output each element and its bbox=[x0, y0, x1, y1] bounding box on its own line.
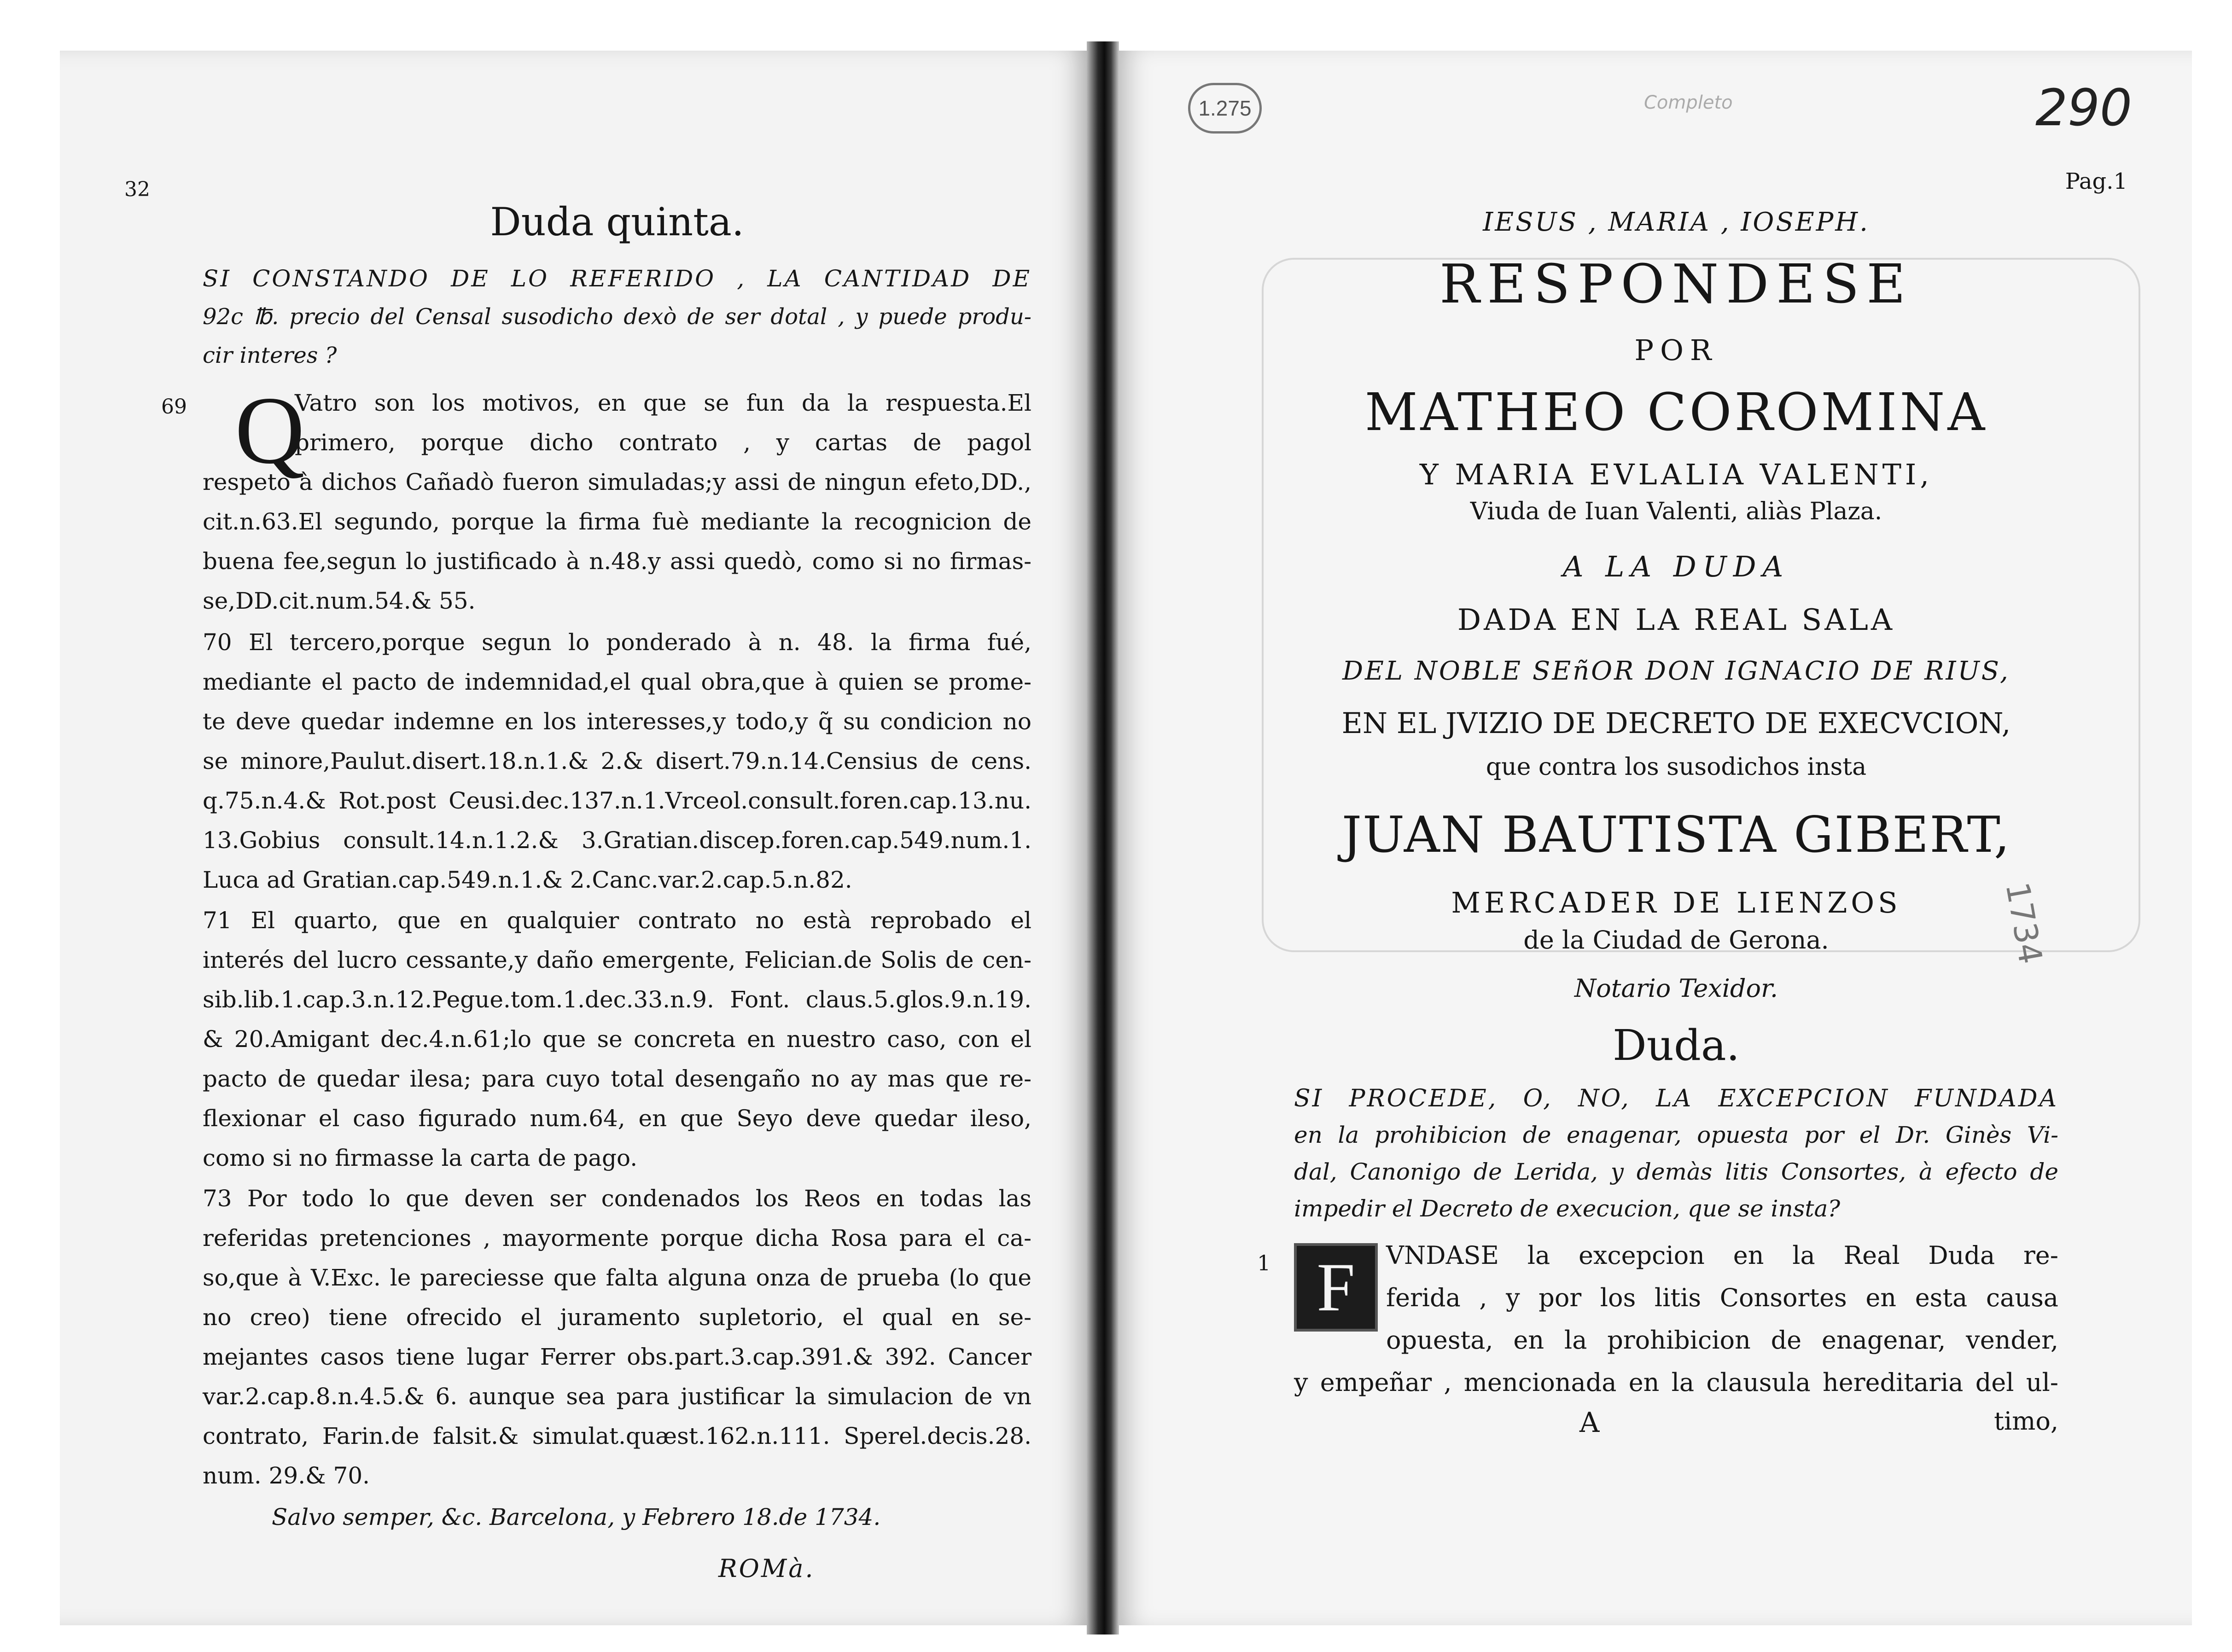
paragraph-71 bbox=[203, 909, 1031, 1186]
book-gutter bbox=[1087, 41, 1119, 1635]
paragraph-number: 1 bbox=[1257, 1251, 1271, 1275]
margin-year-note: 1734 bbox=[1998, 879, 2050, 967]
a-la-duda-text: A LA DUDA bbox=[1562, 550, 1790, 583]
question-line: SI CONSTANDO DE LO REFERIDO , LA CANTIDAD DE bbox=[203, 265, 1031, 292]
paragraph-70 bbox=[203, 631, 1031, 908]
archive-stamp-number: 1.275 bbox=[1198, 96, 1252, 120]
text-line: q.75.n.4.& Rot.post Ceusi.dec.137.n.1.Vrceol.consult.foren.cap.13.nu. bbox=[203, 787, 1031, 814]
plaintiff-role-text: MERCADER DE LIENZOS bbox=[1451, 886, 1901, 919]
question-line: impedir el Decreto de execucion, que se insta? bbox=[1294, 1195, 1841, 1222]
text-line: VNDASE la excepcion en la Real Duda re- bbox=[1386, 1241, 2058, 1270]
page-label-text: Pag.1 bbox=[2065, 169, 2127, 194]
closing-block bbox=[203, 1506, 1031, 1529]
pencil-note: Completo bbox=[1644, 92, 1733, 113]
city-text: de la Ciudad de Gerona. bbox=[1523, 925, 1829, 954]
question-line: SI PROCEDE, O, NO, LA EXCEPCION FUNDADA bbox=[1294, 1085, 2058, 1112]
text-line: se minore,Paulut.disert.18.n.1.& 2.& disert.79.n.14.Censius de cens. bbox=[203, 748, 1031, 774]
page-label bbox=[1294, 169, 2127, 194]
juizio-text: EN EL JVIZIO DE DECRETO DE EXECVCION, bbox=[1341, 706, 2011, 740]
text-line: 73 Por todo lo que deven ser condenados los Reos en todas las bbox=[203, 1185, 1031, 1212]
text-line: buena fee,segun lo justificado à n.48.y assi quedò, como si no firmas- bbox=[203, 548, 1031, 575]
text-line: te deve quedar indemne en los interesses,y todo,y q̃ su condicion no bbox=[203, 708, 1031, 735]
ornamental-drop-cap-f bbox=[1294, 1243, 1378, 1332]
party-coromina: MATHEO COROMINA bbox=[1364, 383, 1988, 442]
text-line: mejantes casos tiene lugar Ferrer obs.part.3.cap.391.& 392. Cancer bbox=[203, 1344, 1031, 1370]
text-line: cit.n.63.El segundo, porque la firma fuè mediante la recognicion de bbox=[203, 508, 1031, 535]
question-line: en la prohibicion de enagenar, opuesta por el Dr. Ginès Vi- bbox=[1294, 1122, 2058, 1148]
page-number-text: 32 bbox=[124, 178, 150, 201]
catchword: timo, bbox=[1994, 1407, 2058, 1436]
text-line: flexionar el caso figurado num.64, en que Seyo deve quedar ileso, bbox=[203, 1105, 1031, 1132]
question-line: 92c ℔. precio del Censal susodicho dexò de ser dotal , y puede produ- bbox=[203, 304, 1031, 330]
noble-text: DEL NOBLE SEñOR DON IGNACIO DE RIUS, bbox=[1342, 656, 2010, 686]
party-valenti: Y MARIA EVLALIA VALENTI, bbox=[1419, 458, 1933, 491]
text-line: referidas pretenciones , mayormente porque dicha Rosa para el ca- bbox=[203, 1225, 1031, 1251]
text-line: num. 29.& 70. bbox=[203, 1462, 370, 1489]
plaintiff-gibert: JUAN BAUTISTA GIBERT, bbox=[1341, 806, 2011, 864]
text-line: opuesta, en la prohibicion de enagenar, vender, bbox=[1386, 1326, 2058, 1355]
paragraph-73 bbox=[203, 1187, 1031, 1504]
paragraph-1 bbox=[1257, 1241, 2058, 1418]
text-line: sib.lib.1.cap.3.n.12.Pegue.tom.1.dec.33.n.9. Font. claus.5.glos.9.n.19. bbox=[203, 986, 1031, 1013]
question-block bbox=[203, 267, 1031, 383]
dada-text: DADA EN LA REAL SALA bbox=[1457, 603, 1895, 637]
question-line: dal, Canonigo de Lerida, y demàs litis Consortes, à efecto de bbox=[1294, 1158, 2058, 1185]
text-line: 71 El quarto, que en qualquier contrato no està reprobado el bbox=[203, 907, 1031, 934]
text-line: 13.Gobius consult.14.n.1.2.& 3.Gratian.discep.foren.cap.549.num.1. bbox=[203, 827, 1031, 854]
paragraph-number: 69 bbox=[161, 395, 187, 419]
text-line: 70 El tercero,porque segun lo ponderado à n. 48. la firma fué, bbox=[203, 629, 1031, 656]
title-respondese: RESPONDESE bbox=[1439, 253, 1913, 315]
party-valenti-desc: Viuda de Iuan Valenti, aliàs Plaza. bbox=[1470, 498, 1882, 525]
text-line: interés del lucro cessante,y daño emergente, Felician.de Solis de cen- bbox=[203, 947, 1031, 973]
por-text: POR bbox=[1634, 333, 1718, 367]
signature-mark: A bbox=[1579, 1407, 1600, 1439]
duda-question bbox=[1294, 1087, 2058, 1234]
text-line: Luca ad Gratian.cap.549.n.1.& 2.Canc.var.2.cap.5.n.82. bbox=[203, 867, 852, 893]
heading-duda-quinta: Duda quinta. bbox=[490, 199, 744, 244]
signature-block bbox=[203, 1556, 1031, 1581]
left-page bbox=[60, 51, 1087, 1625]
text-line: contrato, Farin.de falsit.& simulat.quæst.162.n.111. Sperel.decis.28. bbox=[203, 1423, 1031, 1449]
duda-heading bbox=[1294, 1021, 2058, 1070]
notary-line bbox=[1294, 976, 2058, 1001]
paragraph-69 bbox=[161, 377, 1031, 631]
text-line: primero, porque dicho contrato , y cartas de pagol bbox=[295, 429, 1031, 456]
text-line: y empeñar , mencionada en la clausula hereditaria del ul- bbox=[1294, 1368, 2058, 1397]
closing-date-line: Salvo semper, &c. Barcelona, y Febrero 18.de 1734. bbox=[272, 1504, 881, 1530]
section-heading bbox=[203, 199, 1031, 244]
folio-number: 290 bbox=[2035, 78, 2132, 137]
signature-roma: ROMà. bbox=[718, 1554, 815, 1583]
text-line: Vatro son los motivos, en que se fun da la respuesta.El bbox=[295, 390, 1031, 416]
text-line: ferida , y por los litis Consortes en esta causa bbox=[1386, 1283, 2058, 1312]
question-line: cir interes ? bbox=[203, 343, 337, 368]
insta-text: que contra los susodichos insta bbox=[1486, 753, 1867, 781]
text-line: como si no firmasse la carta de pago. bbox=[203, 1145, 638, 1171]
text-line: mediante el pacto de indemnidad,el qual obra,que à quien se prome- bbox=[203, 669, 1031, 695]
text-line: no creo) tiene ofrecido el juramento supletorio, el qual en se- bbox=[203, 1304, 1031, 1331]
page-number bbox=[124, 178, 1031, 201]
drop-cap-letter: F bbox=[1317, 1249, 1355, 1326]
notary-text: Notario Texidor. bbox=[1574, 974, 1778, 1003]
text-line: so,que à V.Exc. le pareciesse que falta alguna onza de prueba (lo que bbox=[203, 1264, 1031, 1291]
text-line: var.2.cap.8.n.4.5.& 6. aunque sea para justificar la simulacion de vn bbox=[203, 1383, 1031, 1410]
drop-cap-q: Q bbox=[235, 377, 305, 484]
text-line: se,DD.cit.num.54.& 55. bbox=[203, 588, 476, 614]
text-line: respeto à dichos Cañadò fueron simuladas;y assi de ningun efeto,DD., bbox=[203, 469, 1031, 495]
faded-stamp-outline bbox=[1262, 253, 2140, 952]
text-line: pacto de quedar ilesa; para cuyo total desengaño no ay mas que re- bbox=[203, 1065, 1031, 1092]
invocation-text: IESUS , MARIA , IOSEPH. bbox=[1483, 207, 1870, 237]
archive-stamp bbox=[1188, 83, 1262, 134]
text-line: & 20.Amigant dec.4.n.61;lo que se concreta en nuestro caso, con el bbox=[203, 1026, 1031, 1053]
invocation bbox=[1294, 209, 2058, 235]
duda-heading-text: Duda. bbox=[1613, 1021, 1740, 1070]
